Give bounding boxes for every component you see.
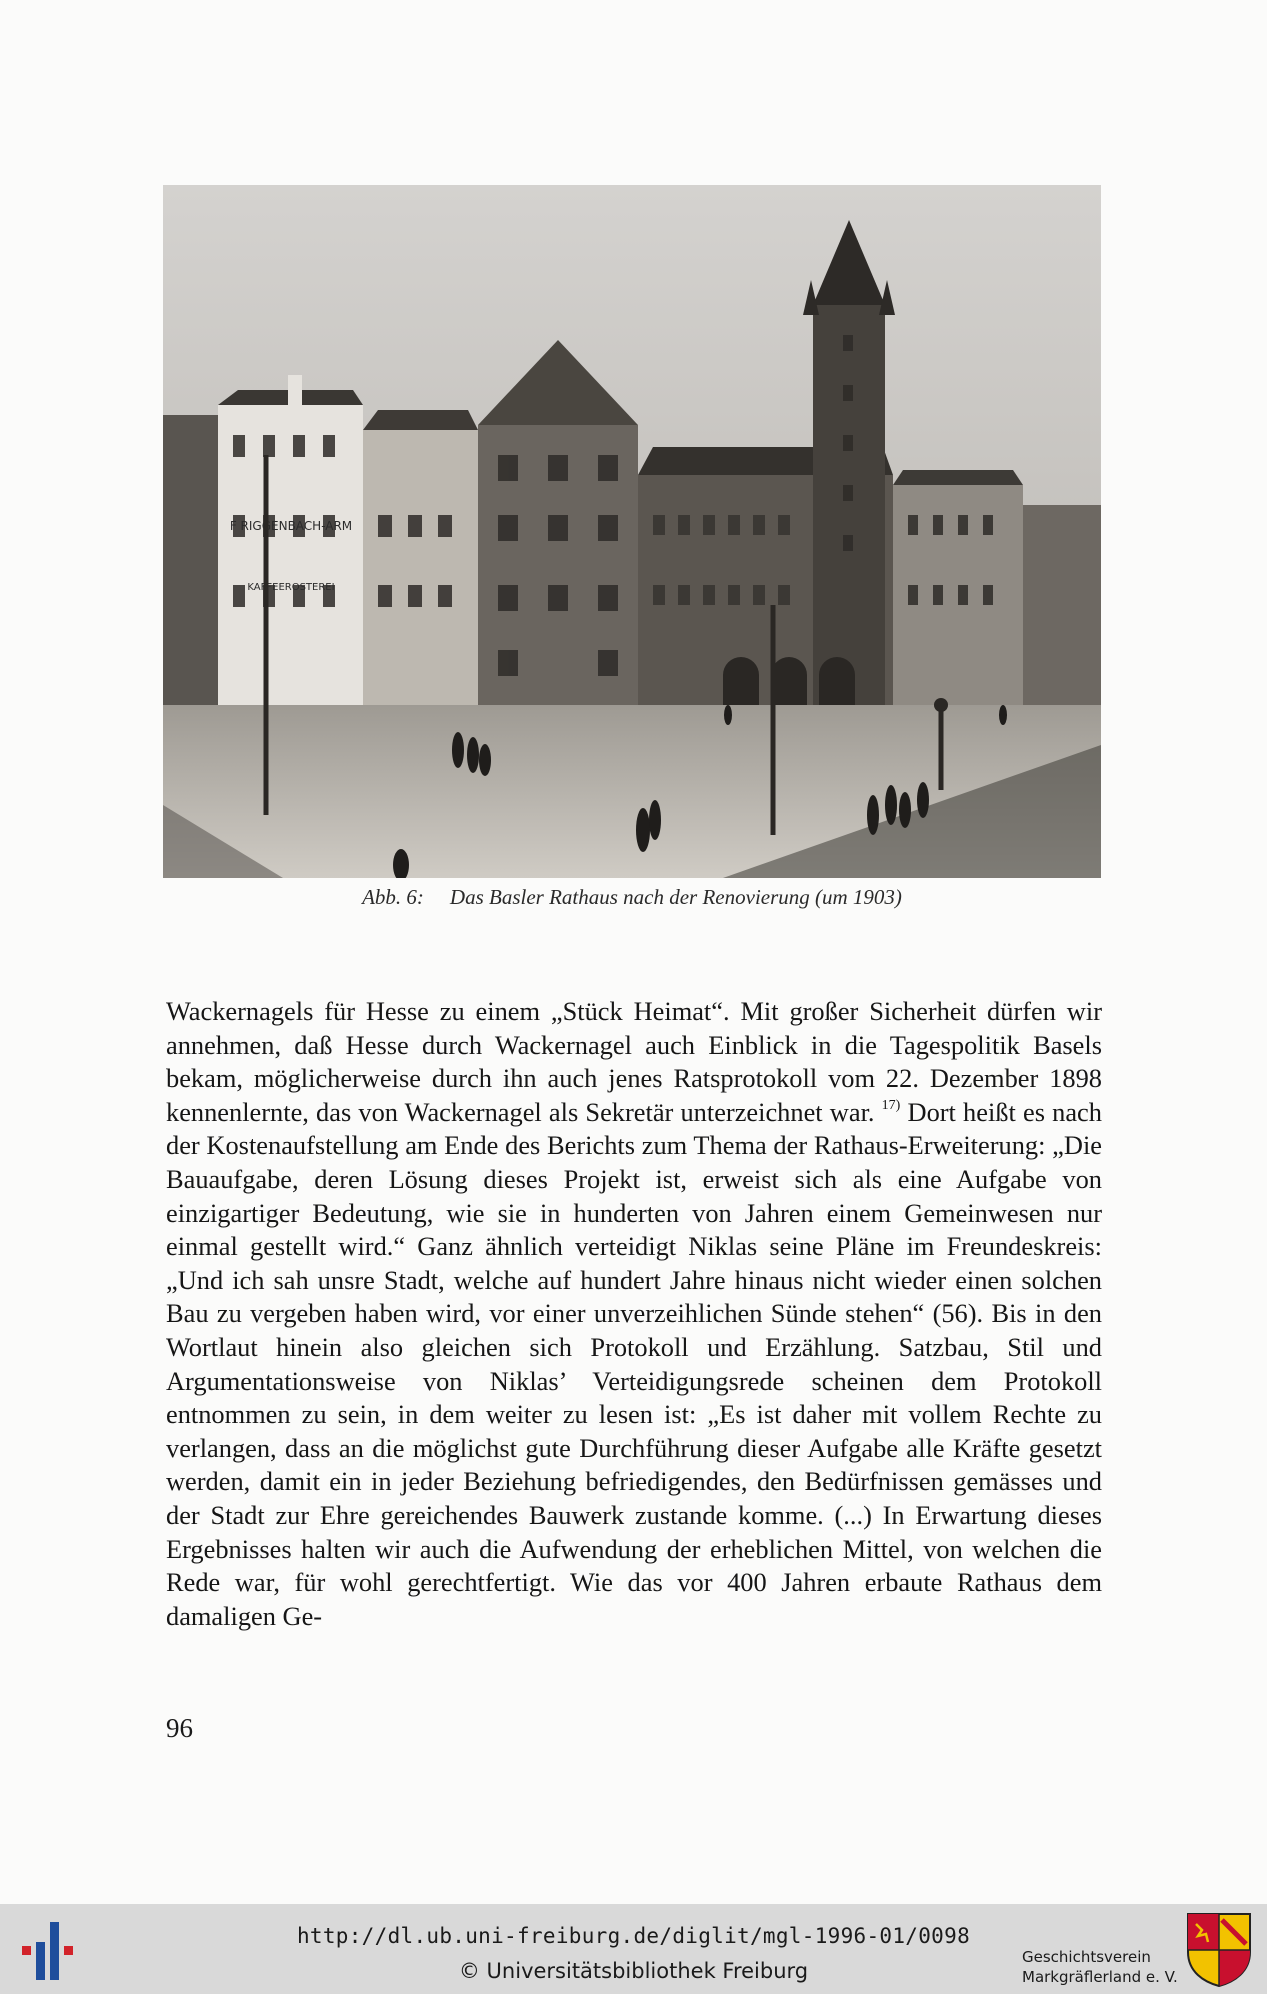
figure-caption	[163, 885, 1101, 910]
footer-url-link[interactable]: http://dl.ub.uni-freiburg.de/diglit/mgl-1996-01/0098	[296, 1924, 971, 1948]
society-line-1: Geschichtsverein	[1022, 1948, 1151, 1966]
caption-number: Abb. 6:	[362, 885, 424, 909]
footer-copyright: © Universitätsbibliothek Freiburg	[458, 1959, 809, 1983]
shop-sign-text: F RIGGENBACH-ARM	[229, 519, 353, 533]
page-number: 96	[166, 1713, 193, 1743]
coat-of-arms-icon	[1186, 1912, 1252, 1988]
shop-sign-text-2: KAFFEEROSTEREI	[247, 582, 335, 593]
footer-bar	[0, 1904, 1267, 1994]
footnote-reference: 17)	[881, 1097, 901, 1113]
paragraph-part-1: Wackernagels für Hesse zu einem „Stück Heimat“. Mit großer Sicherheit dürfen wir annehmen, daß Hesse durch Wackernagel auch Einblick in die Tagespolitik Basels bekam, möglicherweise durch ihn auch jenes Ratsprotokoll vom 22. Dezember 1898 kennenlernte, das von Wackernagel als Sekretär unterzeichnet war.	[166, 996, 1102, 1127]
body-paragraph	[166, 995, 1102, 1633]
body-text	[166, 995, 1102, 1633]
society-line-2: Markgräflerland e. V.	[1022, 1968, 1178, 1986]
paragraph-part-2: Dort heißt es nach der Kostenaufstellung am Ende des Berichts zum Thema der Rathaus-Erweiterung: „Die Bauaufgabe, deren Lösung dieses Projekt ist, erweist sich als eine Aufgabe von einzigartiger Bedeutung, wie sie in hunderten von Jahren einem Gemeinwesen nur einmal gestellt wird.“ Ganz ähnlich verteidigt Niklas seine Pläne im Freundeskreis: „Und ich sah unsre Stadt, welche auf hundert Jahre hinaus nicht wieder einen solchen Bau zu vergeben haben wird, vor einer unverzeihlichen Sünde stehen“ (56). Bis in den Wortlaut hinein also gleichen sich Protokoll und Erzählung. Satzbau, Stil und Argumentationsweise von Niklas’ Verteidigungsrede scheinen dem Protokoll entnommen zu sein, in dem weiter zu lesen ist: „Es ist daher mit vollem Rechte zu verlangen, dass an die möglichst gute Durchführung dieser Aufgabe alle Kräfte gesetzt werden, damit ein in jeder Beziehung befriedigendes, den Bedürfnissen gemässes und der Stadt zur Ehre gereichendes Bauwerk zustande komme. (...) In Erwartung dieses Ergebnisses halten wir auch die Aufwendung der erheblichen Mittel, von welchen die Rede war, für wohl gerechtfertigt. Wie das vor 400 Jahren erbaute Rathaus dem damaligen Ge-	[166, 1096, 1102, 1631]
photograph-basler-rathaus	[163, 185, 1101, 878]
society-name	[1022, 1947, 1178, 1987]
caption-text: Das Basler Rathaus nach der Renovierung (um 1903)	[449, 885, 902, 909]
photo-drawing	[163, 185, 1101, 878]
